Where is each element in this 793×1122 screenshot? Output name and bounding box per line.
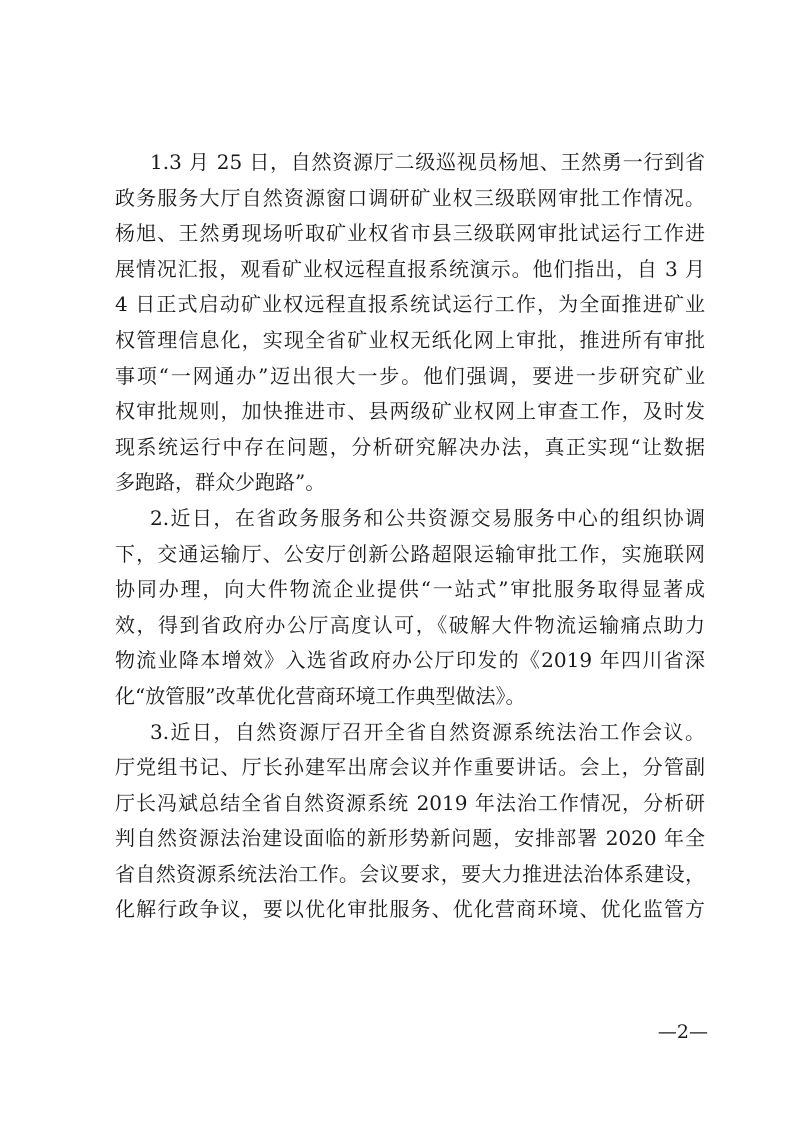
text-line: 2.近日，在省政务服务和公共资源交易服务中心的组织协调: [150, 505, 705, 530]
text-line: 厅长冯斌总结全省自然资源系统 2019 年法治工作情况，分析研: [115, 790, 705, 815]
paragraph-2: [115, 501, 705, 715]
text-line: 现系统运行中存在问题，分析研究解决办法，真正实现“让数据: [115, 434, 705, 459]
text-line: 物流业降本增效》入选省政府办公厅印发的《2019 年四川省深: [115, 648, 705, 673]
text-line: 展情况汇报，观看矿业权远程直报系统演示。他们指出，自 3 月: [115, 256, 705, 281]
text-line: 多跑路，群众少跑路”。: [115, 470, 326, 495]
text-line: 3.近日，自然资源厅召开全省自然资源系统法治工作会议。: [150, 719, 705, 744]
text-line: 1.3 月 25 日，自然资源厅二级巡视员杨旭、王然勇一行到省: [150, 150, 705, 174]
text-line: 协同办理，向大件物流企业提供“一站式”审批服务取得显著成: [115, 577, 705, 602]
text-line: 事项“一网通办”迈出很大一步。他们强调，要进一步研究矿业: [115, 363, 705, 388]
paragraph-3: [115, 715, 705, 929]
text-line: 下，交通运输厅、公安厅创新公路超限运输审批工作，实施联网: [115, 541, 705, 566]
text-line: 权审批规则，加快推进市、县两级矿业权网上审查工作，及时发: [115, 399, 705, 424]
text-line: 效，得到省政府办公厅高度认可，《破解大件物流运输痛点助力: [115, 612, 705, 637]
paragraph-1: [115, 145, 705, 501]
text-line: 杨旭、王然勇现场听取矿业权省市县三级联网审批试运行工作进: [115, 221, 705, 246]
text-line: 厅党组书记、厅长孙建军出席会议并作重要讲话。会上，分管副: [115, 755, 705, 780]
text-line: 4 日正式启动矿业权远程直报系统试运行工作，为全面推进矿业: [115, 292, 705, 317]
document-body: [115, 145, 705, 928]
text-line: 权管理信息化，实现全省矿业权无纸化网上审批，推进所有审批: [115, 327, 705, 352]
text-line: 政务服务大厅自然资源窗口调研矿业权三级联网审批工作情况。: [115, 185, 705, 210]
text-line: 化解行政争议，要以优化审批服务、优化营商环境、优化监管方: [115, 897, 705, 922]
text-line: 省自然资源系统法治工作。会议要求，要大力推进法治体系建设，: [115, 861, 705, 886]
page-number: —2—: [657, 1021, 708, 1043]
text-line: 化“放管服”改革优化营商环境工作典型做法》。: [115, 683, 526, 708]
text-line: 判自然资源法治建设面临的新形势新问题，安排部署 2020 年全: [115, 826, 705, 851]
